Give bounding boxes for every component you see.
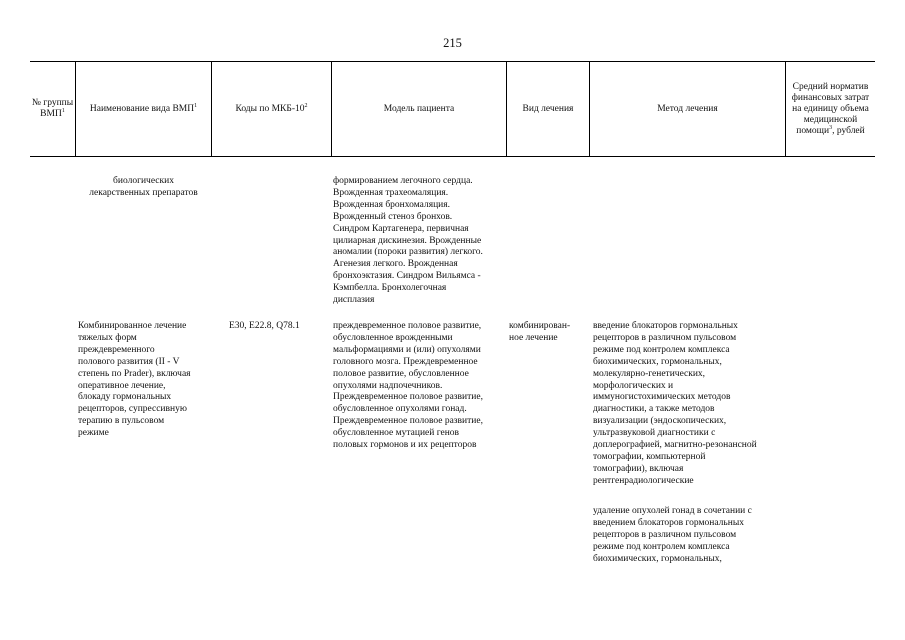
header-average-cost: Средний норматив финансовых затрат на единицу объема медицинской помощи$^3$, рублей: [791, 81, 870, 136]
row2-icd-codes: E30, E22.8, Q78.1: [229, 321, 300, 331]
row2-treatment-method-1: введение блокаторов гормональных рецепторов в различном пульсовом режиме под контролем комплекса биохимических, гормональных, молекулярно-генетических, морфологических и иммуногистохимических методов диагностики, а также методов визуализации (эндоскопических, ультразвуковой диагностики с доплерографией, магнитно-резонансной томографии, компьютерной томографии), включая рентгенрадиологические: [593, 321, 757, 486]
row2-patient-model: преждевременное половое развитие, обусловленное врожденными мальформациями и (или) опухолями головного мозга. Преждевременное половое развитие, обусловленное опухолями надпочечников. Преждевременное половое развитие, обусловленное опухолями гонад. Преждевременное половое развитие, обусловленное мутацией генов половых гормонов и их рецепторов: [333, 321, 483, 451]
header-icd-codes: Коды по МКБ-$10^2$: [235, 102, 308, 114]
header-group-number: № группы ВМП$^1$: [31, 98, 74, 119]
row2-treatment-method-2: удаление опухолей гонад в сочетании с введением блокаторов гормональных рецепторов в различном пульсовом режиме под контролем комплекса биохимических, гормональных,: [593, 506, 752, 564]
header-treatment-type: Вид лечения: [522, 103, 574, 114]
row2-treatment-type: комбинирован- ное лечение: [509, 321, 571, 343]
page-number: 215: [443, 36, 462, 50]
row1-patient-model: формированием легочного сердца. Врожденная трахеомаляция. Врожденная бронхомаляция. Врожденный стеноз бронхов. Синдром Картагенера, первичная цилиарная дискинезия. Врожденные аномалии (пороки развития) легкого. Агенезия легкого. Врожденная бронхоэктазия. Синдром Вильямса - Кэмпбелла. Бронхолегочная дисплазия: [333, 176, 483, 306]
header-vmp-name: Наименование вида ВМП$^1$: [89, 102, 198, 114]
header-treatment-method: Метод лечения: [657, 103, 718, 114]
table-header-bottom-border: [30, 156, 875, 157]
row1-vmp-name: биологических лекарственных препаратов: [89, 176, 198, 198]
header-patient-model: Модель пациента: [383, 103, 455, 114]
row2-vmp-name: Комбинированное лечение тяжелых форм преждевременного полового развития (II - V степень по Prader), включая оперативное лечение, блокаду гормональных рецепторов, супрессивную терапию в пульсовом режиме: [78, 321, 191, 439]
